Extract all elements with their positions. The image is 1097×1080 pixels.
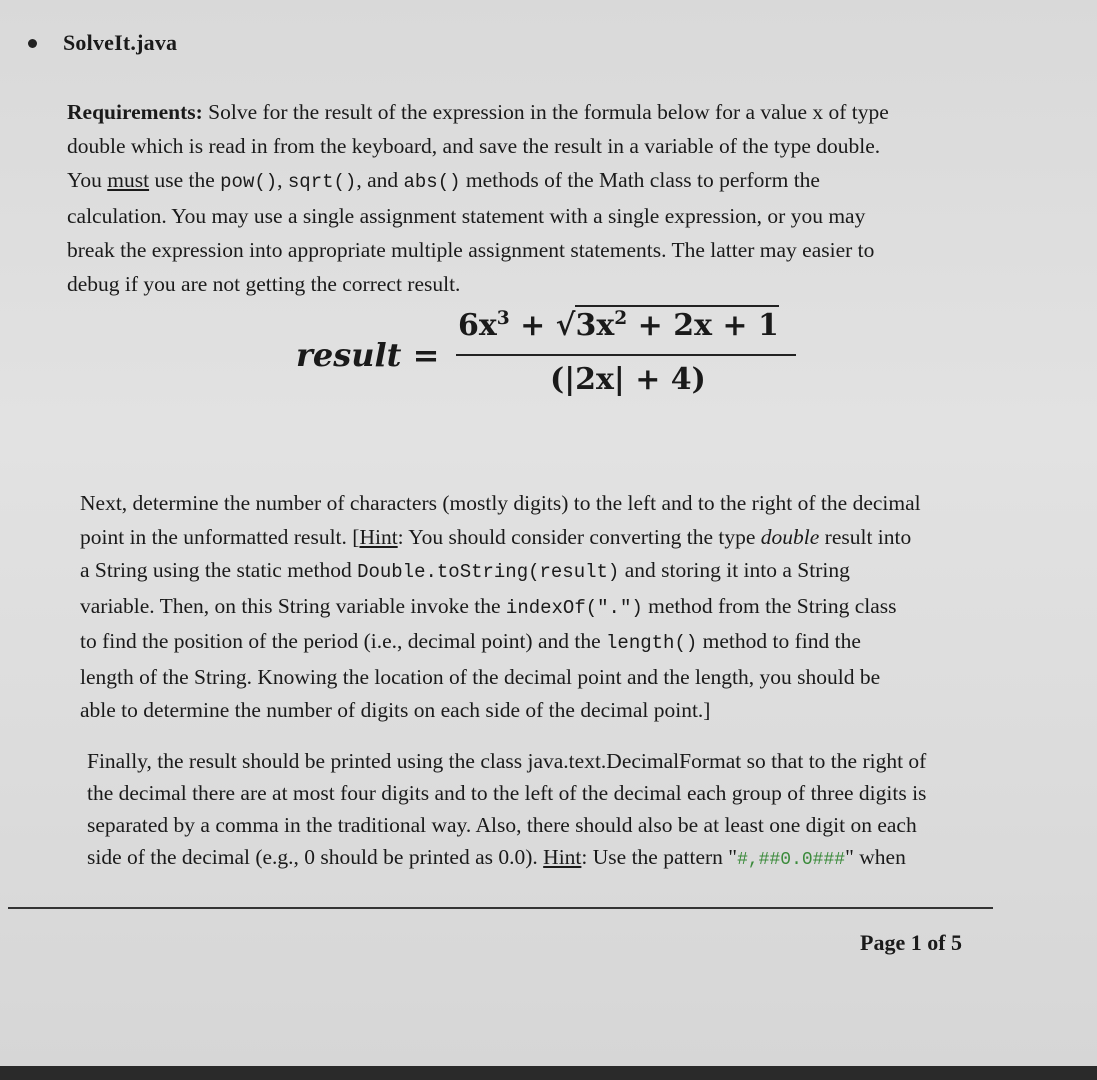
emphasis-double: double: [760, 524, 820, 549]
text-line: [80, 625, 921, 661]
text-span: : You should consider converting the type: [397, 524, 761, 549]
code-length: length(): [606, 632, 698, 654]
text-span: " when: [845, 845, 906, 869]
sqrt-radicand: [575, 305, 778, 343]
text-line: calculation. You may use a single assignment statement with a single expression, or you may: [67, 204, 866, 228]
text-span: ,: [277, 168, 288, 192]
code-tostring: Double.toString(result): [357, 561, 620, 583]
bottom-edge: [0, 1066, 1097, 1080]
formula-term: 6x: [458, 308, 497, 343]
text-span: to find the position of the period (i.e., decimal point) and the: [80, 629, 607, 653]
text-span: use the: [149, 168, 221, 192]
text-span: variable. Then, on this String variable invoke the: [80, 593, 506, 618]
text-line: break the expression into appropriate multiple assignment statements. The latter may easier to: [67, 238, 875, 262]
text-span: a String using the static method: [80, 558, 358, 582]
formula-lhs: result =: [296, 336, 440, 374]
text-line: double which is read in from the keyboard, and save the result in a variable of the type double.: [67, 134, 881, 158]
text-span: : Use the pattern ": [581, 845, 738, 869]
text-span: side of the decimal (e.g., 0 should be printed as 0.0).: [87, 845, 544, 869]
format-pattern: #,##0.0###: [737, 850, 846, 870]
sqrt-symbol: + √: [509, 308, 576, 343]
formula-term: 3x: [575, 308, 615, 343]
requirements-paragraph: [67, 95, 889, 301]
finally-paragraph: [87, 745, 926, 876]
code-sqrt: sqrt(): [287, 171, 357, 193]
formula-term: + 2x + 1: [627, 308, 779, 343]
text-span: Solve for the result of the expression in the formula below for a value x of type: [202, 100, 889, 124]
hint-label: Hint: [359, 524, 398, 549]
text-line: [80, 521, 921, 555]
text-line: Next, determine the number of characters (mostly digits) to the left and to the right of the decimal: [80, 491, 921, 515]
page-number: Page 1 of 5: [860, 930, 963, 955]
requirements-label: Requirements:: [67, 100, 203, 124]
text-span: result into: [819, 524, 912, 549]
text-line: the decimal there are at most four digits and to the left of the decimal each group of three digits is: [87, 781, 927, 805]
hint-label: Hint: [543, 845, 582, 869]
footer-rule: [8, 907, 993, 909]
formula-denominator: (|2x| + 4): [550, 362, 706, 397]
emphasis-must: must: [107, 168, 150, 192]
text-line: Finally, the result should be printed using the class java.text.DecimalFormat so that to the right of: [87, 749, 927, 773]
code-indexof: indexOf("."): [505, 596, 643, 619]
text-line: separated by a comma in the traditional way. Also, there should also be at least one digit on each: [87, 813, 917, 837]
text-line: [80, 554, 921, 590]
text-span: methods of the Math class to perform the: [460, 168, 820, 192]
fraction-bar: [456, 354, 796, 356]
text-span: point in the unformatted result. [: [80, 524, 360, 549]
file-title: SolveIt.java: [63, 30, 178, 55]
formula: [296, 300, 816, 410]
formula-numerator: [458, 308, 779, 343]
text-line: [67, 95, 889, 129]
text-line: [87, 841, 926, 876]
text-span: , and: [356, 168, 404, 192]
code-pow: pow(): [220, 171, 278, 193]
next-paragraph: [80, 487, 921, 728]
bullet-icon: [28, 39, 37, 48]
formula-exponent: 2: [614, 308, 628, 329]
text-line: [80, 590, 921, 626]
text-span: method from the String class: [642, 593, 897, 618]
text-line: [67, 163, 889, 199]
text-span: You: [67, 168, 108, 192]
code-abs: abs(): [403, 171, 461, 193]
formula-exponent: 3: [496, 308, 510, 329]
text-line: able to determine the number of digits on each side of the decimal point.]: [80, 698, 711, 722]
text-span: method to find the: [697, 629, 861, 653]
text-span: and storing it into a String: [619, 558, 850, 582]
text-line: debug if you are not getting the correct result.: [67, 272, 461, 296]
text-line: length of the String. Knowing the location of the decimal point and the length, you should be: [80, 664, 881, 689]
